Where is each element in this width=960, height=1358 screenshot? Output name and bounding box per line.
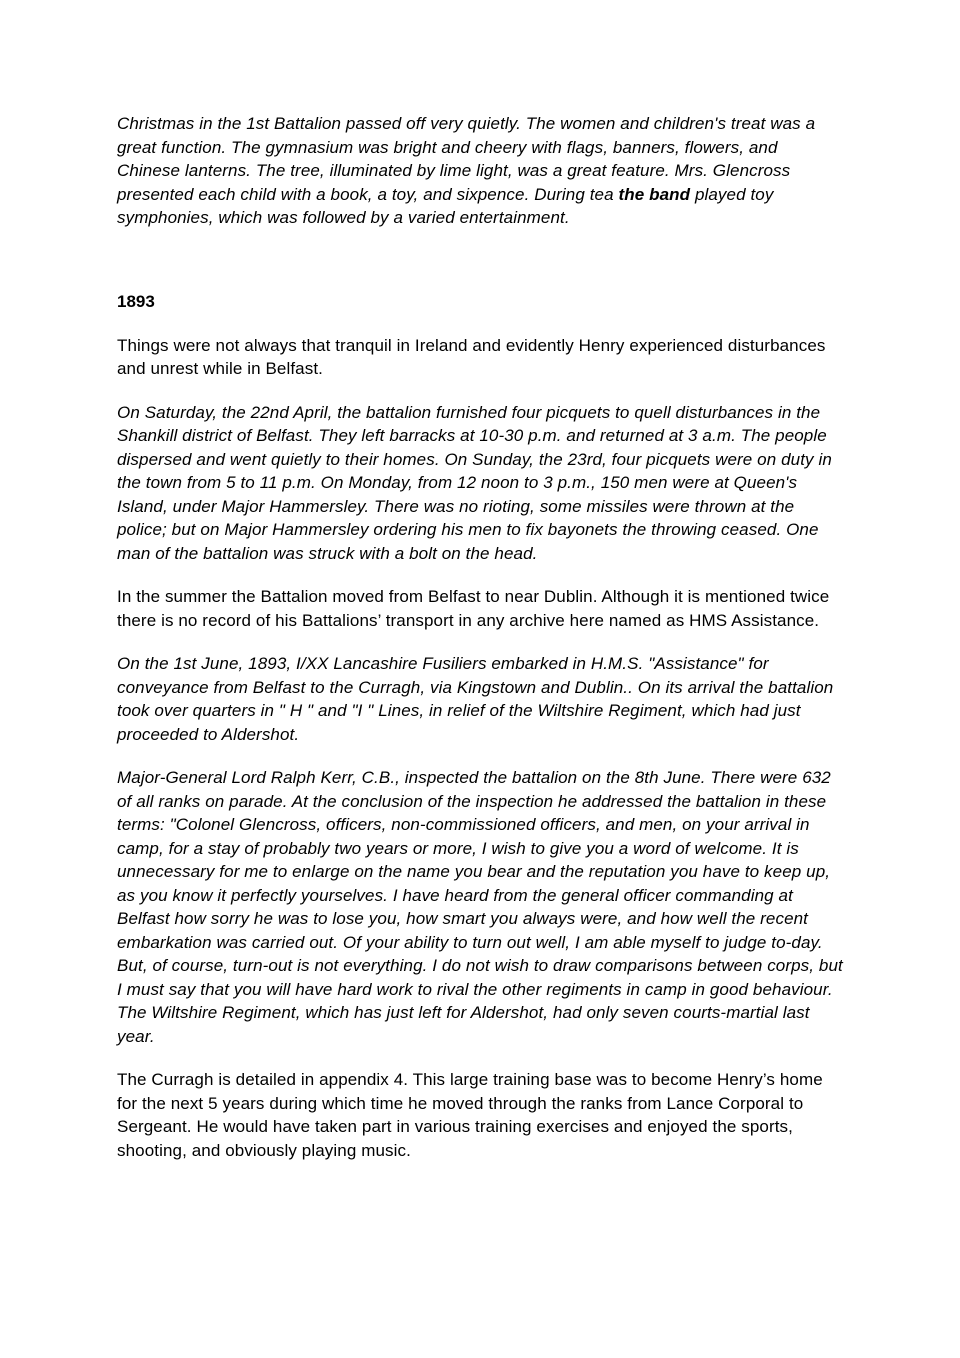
paragraph-text: Christmas in the 1st Battalion passed off very quietly. The women and children's treat was a great function. The gymnasium was bright and cheery with flags, banners, flowers, and Chinese lanterns. The tree, illuminated by lime light, was a great feature. Mrs. Glencross presented each child with a book, a toy, and sixpence. During tea [117, 114, 816, 204]
paragraph-summer-move-dublin: In the summer the Battalion moved from Belfast to near Dublin. Although it is mentioned twice there is no record of his Battalions’ transport in any archive here named as HMS Assistance. [117, 587, 830, 630]
paragraph-hms-assistance: On the 1st June, 1893, I/XX Lancashire Fusiliers embarked in H.M.S. "Assistance" for conveyance from Belfast to the Curragh, via Kingstown and Dublin.. On its arrival the battalion took over quarters in " H " and "I " Lines, in relief of the Wiltshire Regiment, which had just proceeded to Aldershot. [117, 654, 834, 744]
heading-1893: 1893 [117, 291, 155, 311]
paragraph-text: played toy symphonies, which was followed by a varied entertainment. [117, 184, 774, 227]
paragraph-ireland-unrest: Things were not always that tranquil in Ireland and evidently Henry experienced disturbances and unrest while in Belfast. [117, 335, 826, 378]
paragraph-curragh-appendix: The Curragh is detailed in appendix 4. This large training base was to become Henry’s home for the next 5 years during which time he moved through the ranks from Lance Corporal to Sergeant. He would have taken part in various training exercises and enjoyed the sports, shooting, and obviously playing music. [117, 1070, 823, 1160]
paragraph-shankill-picquets: On Saturday, the 22nd April, the battalion furnished four picquets to quell disturbances in the Shankill district of Belfast. They left barracks at 10-30 p.m. and returned at 3 a.m. The people dispersed and went quietly to their homes. On Sunday, the 23rd, four picquets were on duty in the town from 5 to 11 p.m. On Monday, from 12 noon to 3 p.m., 150 men were at Queen's Island, under Major Hammersley. There was no rioting, some missiles were thrown at the police; but on Major Hammersley ordering his men to fix bayonets the throwing ceased. One man of the battalion was struck with a bolt on the head. [117, 402, 832, 563]
paragraph-kerr-inspection: Major-General Lord Ralph Kerr, C.B., inspected the battalion on the 8th June. There were 632 of all ranks on parade. At the conclusion of the inspection he addressed the battalion in these terms: "Colonel Glencross, officers, non-commissioned officers, and men, on your arrival in camp, for a stay of probably two years or more, I wish to give you a word of welcome. It is unnecessary for me to enlarge on the name you bear and the reputation you have to keep up, as you know it perfectly yourselves. I have heard from the general officer commanding at Belfast how sorry he was to lose you, how smart you always were, and how well the recent embarkation was carried out. Of your ability to turn out well, I am able myself to judge to-day. But, of course, turn-out is not everything. I do not wish to draw comparisons between corps, but I must say that you will have hard work to rival the other regiments in camp in good behaviour. The Wiltshire Regiment, which has just left for Aldershot, had only seven courts-martial last year. [117, 768, 843, 1046]
paragraph-christmas-treat [117, 112, 843, 230]
paragraph-text-bold: the band [618, 184, 691, 204]
